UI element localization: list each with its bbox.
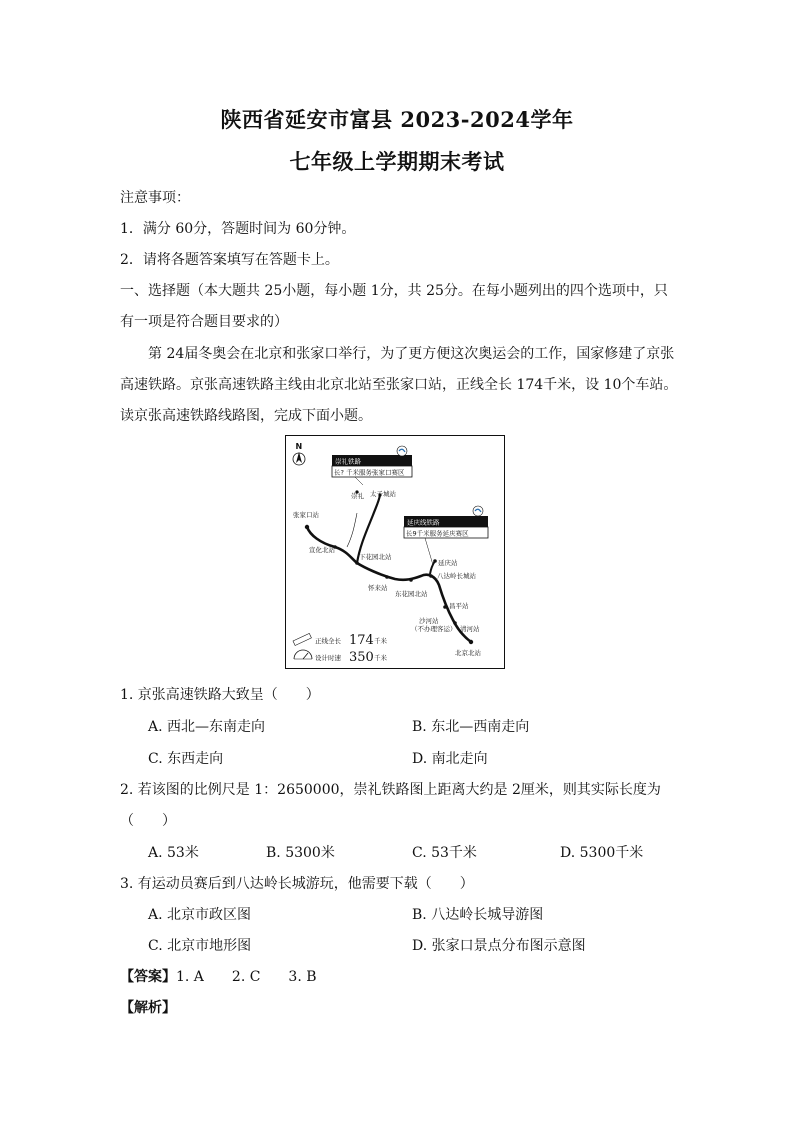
station-xiahuayuanbei: 下花园北站 [359, 553, 392, 561]
olympic-emblem-icon [397, 446, 407, 456]
yanqing-box-title: 延庆线铁路 [407, 518, 440, 527]
station-xuanhuabei: 宣化北站 [309, 546, 335, 554]
question-2-option-b[interactable]: B. 5300米 [266, 845, 335, 861]
question-1-stem: 1. 京张高速铁路大致呈（ ） [120, 687, 320, 703]
legend-length-value: 174 [349, 633, 374, 648]
question-2-stem: 2. 若该图的比例尺是 1：2650000，崇礼铁路图上距离大约是 2厘米，则其实际长度为 [120, 782, 661, 798]
question-3-option-b[interactable]: B. 八达岭长城导游图 [412, 907, 544, 923]
section-heading-cont: 有一项是符合题目要求的） [120, 314, 288, 330]
station-yanqing: 延庆站 [438, 559, 458, 567]
railway-map [285, 435, 505, 669]
answer-label: 【答案】 [120, 969, 176, 985]
station-shahe-note: （不办理客运） [411, 625, 457, 633]
legend-speed-value: 350 [349, 650, 374, 665]
section-heading: 一、选择题（本大题共 25小题，每小题 1分，共 25分。在每小题列出的四个选项中，只 [120, 283, 668, 299]
notice-item-1: 1．满分 60分，答题时间为 60分钟。 [120, 221, 356, 237]
exam-title: 陕西省延安市富县 2023-2024学年 [220, 107, 574, 132]
railway-map-svg [285, 435, 505, 669]
notice-item-2: 2．请将各题答案填写在答题卡上。 [120, 252, 339, 268]
question-2-stem-cont: （ ） [120, 813, 176, 829]
question-1-option-a[interactable]: A. 西北—东南走向 [148, 719, 266, 735]
question-2-option-a[interactable]: A. 53米 [148, 845, 199, 861]
legend-speed-unit: 千米 [374, 654, 387, 662]
question-2-option-d[interactable]: D. 5300千米 [560, 845, 644, 861]
olympic-emblem-icon [473, 506, 483, 516]
question-1-option-c[interactable]: C. 东西走向 [148, 751, 224, 767]
station-donghuayuanbei: 东花园北站 [395, 590, 428, 598]
question-3-option-d[interactable]: D. 张家口景点分布图示意图 [412, 938, 586, 954]
station-shahe: 沙河站 [419, 617, 439, 625]
question-3-stem: 3. 有运动员赛后到八达岭长城游玩，他需要下载（ ） [120, 876, 474, 892]
station-taizicheng: 太子城站 [370, 490, 396, 498]
question-3-option-a[interactable]: A. 北京市政区图 [148, 907, 252, 923]
question-2-option-c[interactable]: C. 53千米 [412, 845, 477, 861]
notice-heading: 注意事项： [120, 190, 190, 206]
answer-line [120, 966, 317, 986]
yanqing-box-desc: 长9千米服务延庆赛区 [406, 529, 469, 538]
passage-line-3: 读京张高速铁路线路图，完成下面小题。 [120, 408, 372, 424]
station-badaling: 八达岭长城站 [437, 572, 476, 580]
station-beijingbei: 北京北站 [455, 649, 481, 657]
legend-length-unit: 千米 [374, 637, 387, 645]
station-huailai: 怀来站 [368, 584, 388, 592]
exam-subtitle: 七年级上学期期末考试 [289, 149, 505, 174]
station-qinghe: 清河站 [460, 625, 480, 633]
answer-text: 1. A 2. C 3. B [176, 969, 317, 985]
chongli-box-desc: 长? 千米服务张家口赛区 [334, 468, 405, 477]
legend-length-label: 正线全长 [315, 637, 341, 645]
station-zhangjiakou: 张家口站 [293, 511, 319, 519]
analysis-label: 【解析】 [120, 1000, 176, 1016]
north-label: N [295, 442, 303, 451]
chongli-box-title: 崇礼铁路 [335, 457, 361, 466]
legend-speed-label: 设计时速 [315, 654, 341, 662]
station-chongli: 崇礼 [351, 492, 364, 500]
question-1-option-b[interactable]: B. 东北—西南走向 [412, 719, 530, 735]
question-3-option-c[interactable]: C. 北京市地形图 [148, 938, 252, 954]
question-1-option-d[interactable]: D. 南北走向 [412, 751, 488, 767]
passage-line-2: 高速铁路。京张高速铁路主线由北京北站至张家口站，正线全长 174千米，设 10个车站。 [120, 377, 678, 393]
station-changping: 昌平站 [449, 602, 469, 610]
passage-line-1: 第 24届冬奥会在北京和张家口举行，为了更方便这次奥运会的工作，国家修建了京张 [148, 346, 675, 362]
